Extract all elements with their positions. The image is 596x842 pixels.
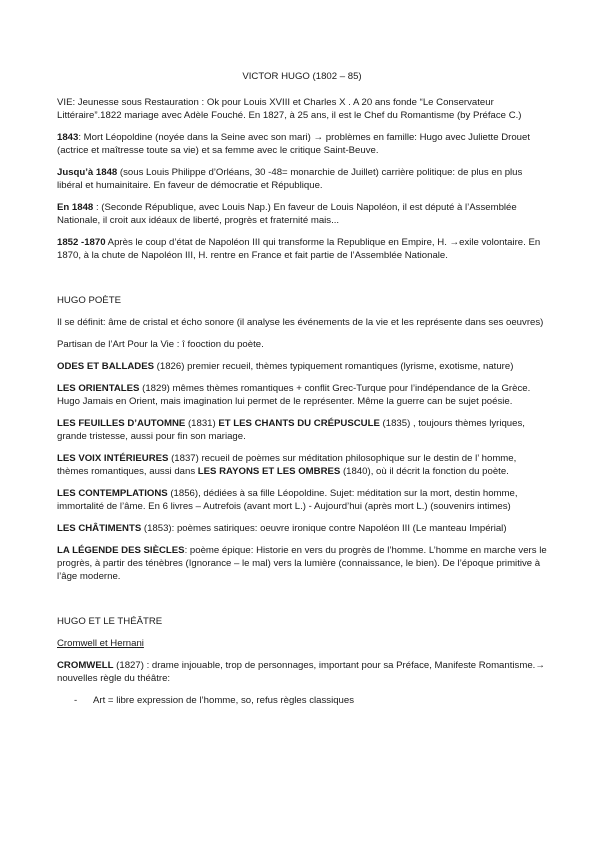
paragraph-text: (1853): poèmes satiriques: oeuvre ironique contre Napoléon III (Le manteau Impérial) (141, 523, 507, 534)
work-title: ODES ET BALLADES (57, 361, 155, 372)
paragraph-text: : poème épique: Historie en vers du progrès de l’homme. L’homme en marche vers le progrès, à partir des ténèbres (Ignorance – le mal) vers la lumière (connaissance, le bien). De l’époque primitive à l’âge moderne. (57, 545, 547, 582)
document-body (57, 70, 547, 707)
section-heading-poete: HUGO POÈTE (57, 295, 121, 306)
paragraph-text: Après le coup d’état de Napoléon III qui transforme la Republique en Empire, H. →exile volontaire. En 1870, à la chute de Napoléon III, H. rentre en France et fait partie de l’Assemblée Nationale. (57, 237, 541, 261)
work-title: LES ORIENTALES (57, 383, 140, 394)
list-item-text: Art = libre expression de l’homme, so, refus règles classiques (93, 695, 355, 706)
work-title: CROMWELL (57, 660, 114, 671)
paragraph-legende-des-siecles (57, 544, 547, 583)
list-item (57, 694, 547, 707)
paragraph-1843 (57, 131, 547, 157)
work-title: ET LES CHANTS DU CRÉPUSCULE (218, 418, 380, 429)
paragraph-en-1848 (57, 201, 547, 227)
paragraph-text: (1837) recueil de poèmes sur méditation philosophique sur le destin de l’ homme, thèmes romantiques, aussi dans (57, 453, 517, 477)
page-title: VICTOR HUGO (1802 – 85) (242, 71, 362, 82)
paragraph-chatiments (57, 522, 547, 535)
paragraph-text: (1831) (185, 418, 219, 429)
paragraph-text: (1826) premier recueil, thèmes typiquement romantiques (lyrisme, exotisme, nature) (154, 361, 514, 372)
date-label: Jusqu’à 1848 (57, 167, 118, 178)
paragraph-text: (sous Louis Philippe d’Orléans, 30 -48= monarchie de Juillet) carrière politique: de plus en plus libéral et humainitaire. En faveur de démocratie et République. (57, 167, 523, 191)
section-spacer (57, 271, 547, 294)
work-title: LES FEUILLES D’AUTOMNE (57, 418, 186, 429)
date-label: 1843 (57, 132, 79, 143)
paragraph-contemplations (57, 487, 547, 513)
theatre-rules-list (57, 694, 547, 707)
work-title: LES VOIX INTÉRIEURES (57, 453, 169, 464)
paragraph-intro: Il se définit: âme de cristal et écho sonore (il analyse les événements de la vie et les représente dans ses oeuvres) (57, 317, 544, 328)
paragraph-voix-interieures (57, 452, 547, 478)
dash-bullet: - (74, 695, 78, 706)
section-heading-theatre: HUGO ET LE THÉÂTRE (57, 616, 163, 627)
paragraph-cromwell (57, 659, 547, 685)
work-title: LES RAYONS ET LES OMBRES (197, 466, 341, 477)
date-label: En 1848 (57, 202, 94, 213)
paragraph-text: : Mort Léopoldine (noyée dans la Seine avec son mari) → problèmes en famille: Hugo avec Juliette Drouet (actrice et maîtresse toute sa vie) et sa femme avec le critique Saint-Beuve. (57, 132, 531, 156)
paragraph-text: (1840), où il décrit la fonction du poète. (340, 466, 509, 477)
paragraph-jusqua-1848 (57, 166, 547, 192)
subheading-cromwell-hernani: Cromwell et Hernani (57, 638, 144, 649)
work-title: LES CHÂTIMENTS (57, 523, 142, 534)
paragraph-feuilles-automne (57, 417, 547, 443)
work-title: LES CONTEMPLATIONS (57, 488, 168, 499)
paragraph-text: (1827) : drame injouable, trop de personnages, important pour sa Préface, Manifeste Romantisme.→ nouvelles règle du théâtre: (57, 660, 545, 684)
paragraph-1852-1870 (57, 236, 547, 262)
paragraph-text: (1829) mêmes thèmes romantiques + conflit Grec-Turque pour l’indépendance de la Grèce. Hugo Jamais en Orient, mais imagination lui permet de le représenter. Même la guerre can be sujet poésie. (57, 383, 531, 407)
paragraph-les-orientales (57, 382, 547, 408)
work-title: LA LÉGENDE DES SIÈCLES (57, 545, 185, 556)
paragraph-text: (1856), dédiées à sa fille Léopoldine. Sujet: méditation sur la mort, destin homme, immortalité de l’âme. En 6 livres – Autrefois (avant mort L.) - Aujourd’hui (après mort L.) (souvenirs intimes) (57, 488, 518, 512)
paragraph-text: (1835) , toujours thèmes lyriques, grande tristesse, aussi pour fin son mariage. (57, 418, 525, 442)
paragraph-vie: VIE: Jeunesse sous Restauration : Ok pour Louis XVIII et Charles X . A 20 ans fonde “Le Conservateur Littéraire”.1822 mariage avec Adèle Fouché. En 1827, à 25 ans, il est le Chef du Romantisme (by Préface C.) (57, 97, 522, 121)
paragraph-partisan: Partisan de l’Art Pour la Vie : î fooction du poète. (57, 339, 264, 350)
section-spacer (57, 592, 547, 615)
paragraph-text: : (Seconde République, avec Louis Nap.) En faveur de Louis Napoléon, il est député à l’Assemblée Nationale, il croit aux idéaux de liberté, progrès et fraternité mais... (57, 202, 517, 226)
date-label: 1852 -1870 (57, 237, 106, 248)
paragraph-odes-et-ballades (57, 360, 547, 373)
